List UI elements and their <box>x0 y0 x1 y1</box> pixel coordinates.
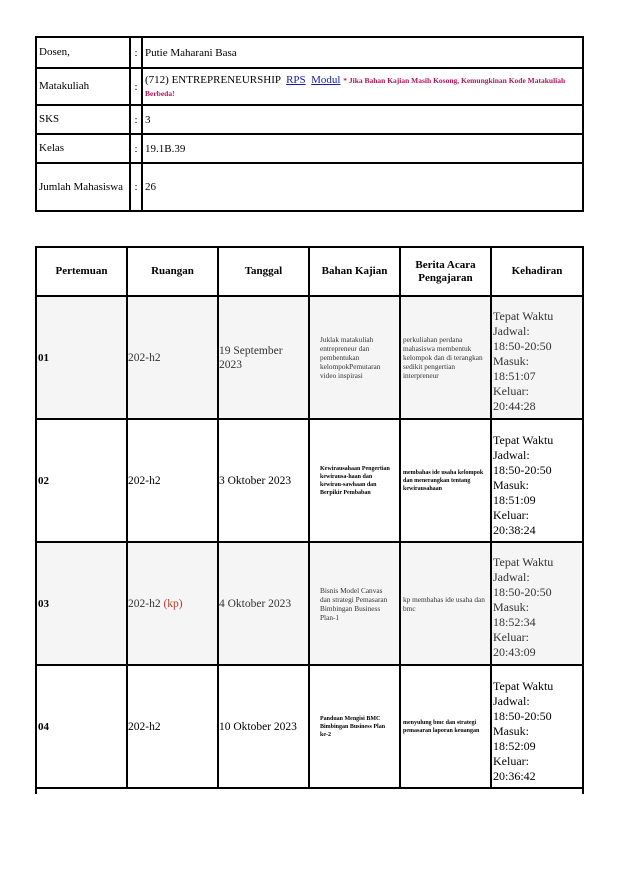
attendance-label: Jadwal: <box>493 570 530 584</box>
attendance-label: Masuk: <box>493 724 529 738</box>
attendance-label: Jadwal: <box>493 448 530 462</box>
info-colon: : <box>131 38 143 67</box>
info-colon: : <box>131 69 143 104</box>
attendance-label: Masuk: <box>493 600 529 614</box>
info-colon: : <box>131 135 143 162</box>
info-label: Kelas <box>37 135 131 162</box>
meeting-schedule-table <box>35 246 584 794</box>
attendance-value: 18:52:09 <box>493 739 536 753</box>
header-ruangan: Ruangan <box>128 248 219 295</box>
meeting-number: 02 <box>37 420 128 541</box>
info-colon: : <box>131 164 143 210</box>
meeting-date: 19 September 2023 <box>219 297 310 418</box>
info-row-jumlah <box>37 164 582 210</box>
attendance <box>492 666 582 787</box>
attendance-status: Tepat Waktu <box>493 679 554 693</box>
room <box>128 666 219 787</box>
attendance-label: Masuk: <box>493 354 529 368</box>
attendance-label: Keluar: <box>493 384 529 398</box>
attendance-value: 20:36:42 <box>493 769 536 783</box>
info-row-dosen <box>37 38 582 69</box>
attendance-value: 18:50-20:50 <box>493 463 552 477</box>
info-label: Matakuliah <box>37 69 131 104</box>
attendance-value: 18:50-20:50 <box>493 709 552 723</box>
attendance-status: Tepat Waktu <box>493 433 554 447</box>
teaching-report: kp membahas ide usaha dan bmc <box>401 543 492 664</box>
student-count: 26 <box>145 181 156 193</box>
meeting-number: 01 <box>37 297 128 418</box>
attendance-value: 18:51:09 <box>493 493 536 507</box>
room-code: 202-h2 <box>128 720 161 733</box>
credits-value: 3 <box>145 113 151 126</box>
attendance-value: 18:50-20:50 <box>493 585 552 599</box>
attendance <box>492 543 582 664</box>
meeting-date: 4 Oktober 2023 <box>219 543 310 664</box>
study-material: Bisnis Model Canvas dan strategi Pemasaran Bimbingan Business Plan-1 <box>310 543 401 664</box>
teaching-report: perkuliahan perdana mahasiswa membentuk kelompok dan di terangkan sedikit pengertian interpreneur <box>401 297 492 418</box>
study-material: Kewirausahaan Pengertian kewirausa-haan dan kewirau-sawhaan dan Berpikir Pembaban <box>310 420 401 541</box>
attendance <box>492 297 582 418</box>
room <box>128 543 219 664</box>
info-label: Dosen, <box>37 38 131 67</box>
attendance-label: Jadwal: <box>493 694 530 708</box>
attendance-label: Keluar: <box>493 754 529 768</box>
table-row <box>37 420 582 543</box>
study-material: Juklak matakuliah entrepreneur dan pembentukan kelompokPemutaran video inspirasi <box>310 297 401 418</box>
teaching-report: membahas ide usaha kelompok dan menerangkan tentang kewirausahaan <box>401 420 492 541</box>
room-code: 202-h2 <box>128 597 161 610</box>
header-tanggal: Tanggal <box>219 248 310 295</box>
meeting-number: 04 <box>37 666 128 787</box>
lecturer-name: Putie Maharani Basa <box>145 46 237 59</box>
modul-link[interactable]: Modul <box>311 73 341 86</box>
attendance-value: 18:51:07 <box>493 369 536 383</box>
header-kehadiran: Kehadiran <box>511 265 563 277</box>
attendance-label: Jadwal: <box>493 324 530 338</box>
table-header-row <box>37 248 582 297</box>
attendance <box>492 420 582 541</box>
info-label: Jumlah Mahasiswa <box>37 164 131 210</box>
course-info-table <box>35 36 584 212</box>
info-label: SKS <box>37 106 131 133</box>
room-code: 202-h2 <box>128 351 161 364</box>
table-row <box>37 297 582 420</box>
teaching-report: menyulung bmc dan strategi pemasaran laporan keuangan <box>401 666 492 787</box>
study-material: Panduan Mengisi BMC Bimbingan Business Plan ke-2 <box>310 666 401 787</box>
attendance-label: Masuk: <box>493 478 529 492</box>
attendance-value: 18:52:34 <box>493 615 536 629</box>
room-code: 202-h2 <box>128 474 161 487</box>
meeting-number: 03 <box>37 543 128 664</box>
meeting-date: 10 Oktober 2023 <box>219 666 310 787</box>
attendance-value: 20:43:09 <box>493 645 536 659</box>
attendance-value: 20:38:24 <box>493 523 536 537</box>
attendance-status: Tepat Waktu <box>493 555 554 569</box>
course-name: (712) ENTREPRENEURSHIP <box>145 73 281 86</box>
header-berita-acara: Berita Acara Pengajaran <box>401 248 492 295</box>
attendance-value: 20:44:28 <box>493 399 536 413</box>
attendance-label: Keluar: <box>493 630 529 644</box>
class-value: 19.1B.39 <box>145 142 186 155</box>
attendance-label: Keluar: <box>493 508 529 522</box>
info-colon: : <box>131 106 143 133</box>
meeting-date: 3 Oktober 2023 <box>219 420 310 541</box>
info-row-matakuliah <box>37 69 582 106</box>
rps-link[interactable]: RPS <box>286 73 306 86</box>
info-row-sks <box>37 106 582 135</box>
room <box>128 297 219 418</box>
course-name-cell <box>143 69 582 104</box>
info-row-kelas <box>37 135 582 164</box>
room-note: (kp) <box>163 597 183 610</box>
attendance-status: Tepat Waktu <box>493 309 554 323</box>
table-row <box>37 543 582 666</box>
header-pertemuan: Pertemuan <box>37 248 128 295</box>
header-bahan-kajian: Bahan Kajian <box>310 248 401 295</box>
empty-material-warning: * Jika Bahan Kajian Masih Kosong, Kemungkinan Kode Matakuliah Berbeda! <box>145 75 566 98</box>
table-row <box>37 666 582 789</box>
room <box>128 420 219 541</box>
attendance-value: 18:50-20:50 <box>493 339 552 353</box>
course-name-wrap <box>145 74 580 100</box>
